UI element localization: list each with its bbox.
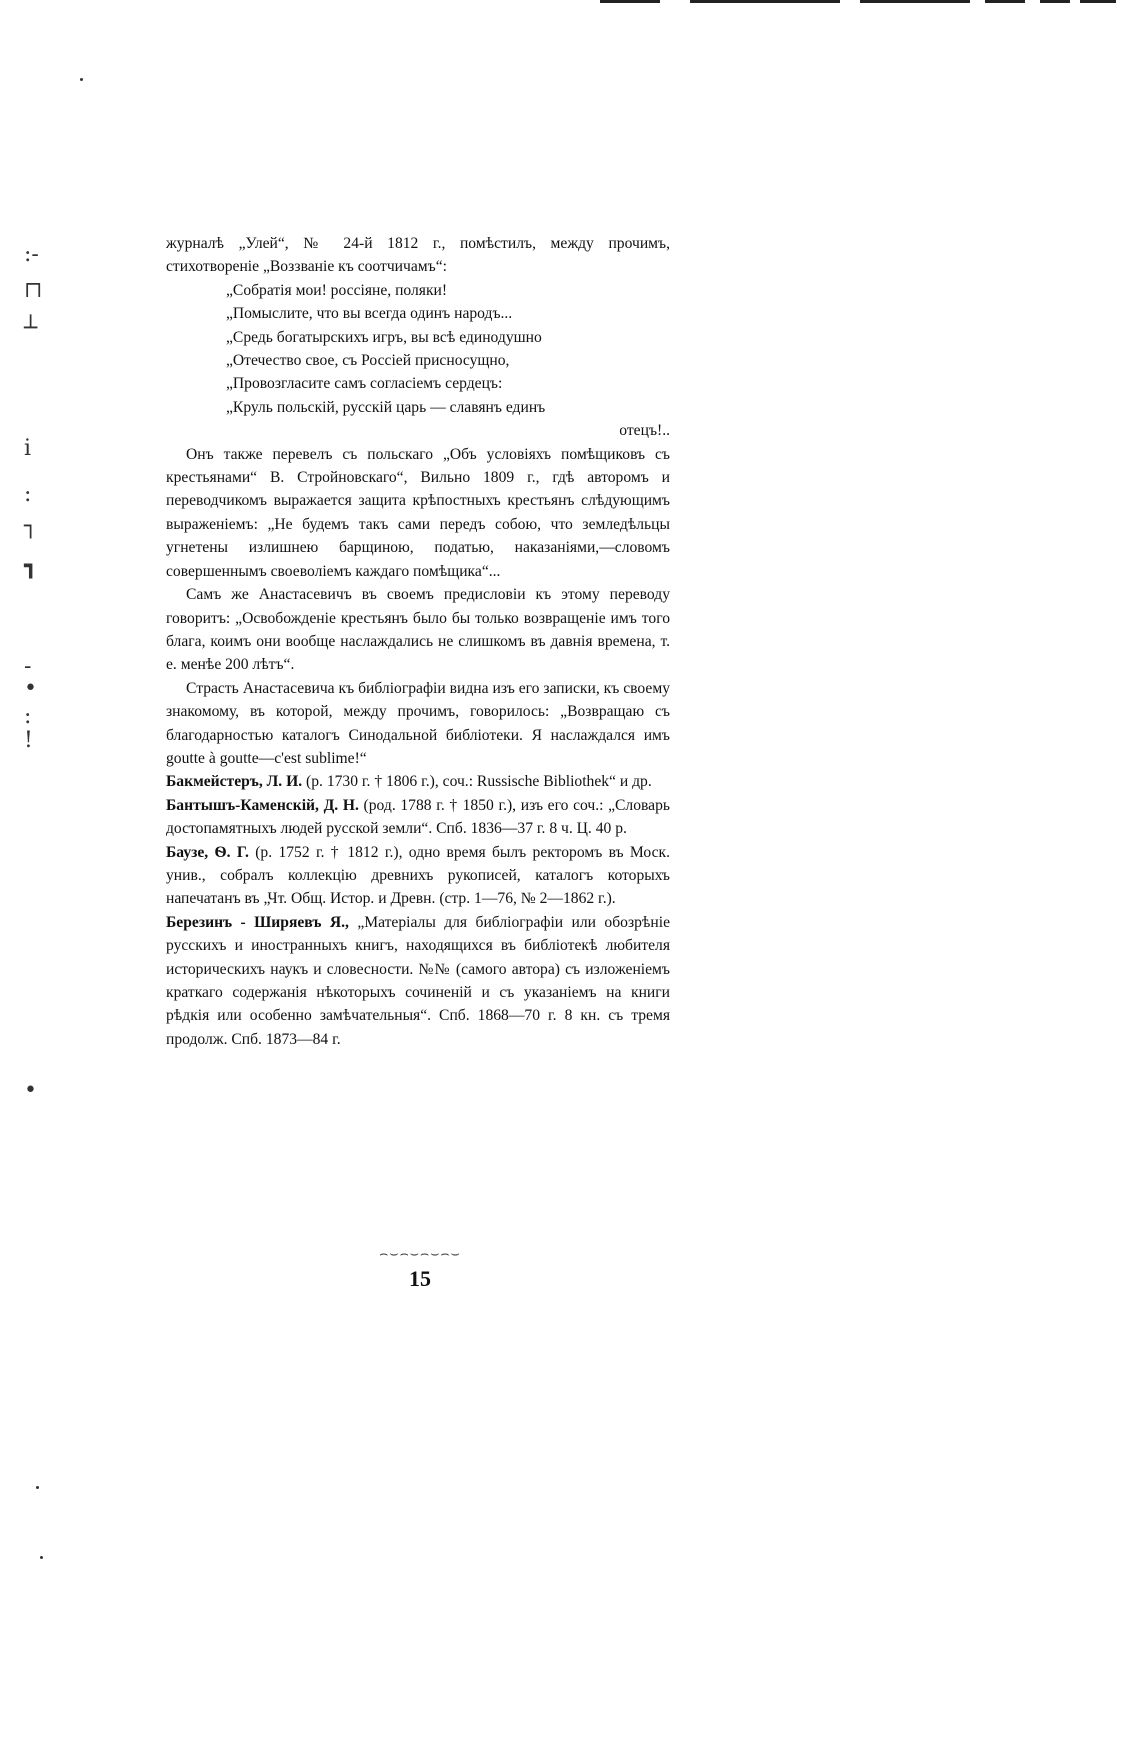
top-edge-scan-artifact (600, 0, 1120, 4)
scan-speck (80, 78, 83, 81)
poem-line: „Круль польскій, русскій царь — славянъ единъ (226, 398, 546, 416)
margin-mark: : (24, 704, 32, 729)
page-body (166, 232, 670, 1051)
poem-line: „Средь богатырскихъ игръ, вы всѣ единодушно (226, 328, 542, 346)
margin-mark: ┓ (24, 554, 38, 579)
paragraph: Самъ же Анастасевичъ въ своемъ предисловіи къ этому переводу говоритъ: „Освобожденіе крестьянъ было бы только возвращеніе имъ того блага, коимъ они вообще наслаждались не слишкомъ въ давнія времена, т. е. менѣе 200 лѣтъ“. (166, 586, 670, 674)
poem-line: „Помыслите, что вы всегда одинъ народъ... (226, 305, 513, 323)
entry-text: „Матеріалы для библіографіи или обозрѣніе русскихъ и иностранныхъ книгъ, находящихся въ библіотекѣ любителя историческихъ наукъ и словесности. №№ (самого автора) съ изложеніемъ краткаго содержанія нѣкоторыхъ сочиненій и съ указаніемъ на книги рѣдкія или особенно замѣчательныя“. Спб. 1868—70 г. 8 кн. съ тремя продолж. Спб. 1873—84 г. (166, 913, 670, 1048)
entry-text: (р. 1752 г. † 1812 г.), одно время былъ ректоромъ въ Моск. унив., собралъ коллекцію древнихъ рукописей, каталогъ которыхъ напечатанъ въ „Чт. Общ. Истор. и Древн. (стр. 1—76, № 2—1862 г.). (166, 843, 670, 908)
poem-line: „Собратія мои! россіяне, поляки! (226, 281, 448, 299)
margin-mark: • (24, 676, 37, 701)
paragraph: журналѣ „Улей“, № 24-й 1812 г., помѣстилъ, между прочимъ, стихотвореніе „Воззваніе къ соотчичамъ“: (166, 235, 670, 276)
ornament-divider: ⌢⌣⌢⌣⌢⌣⌢⌣ (379, 1247, 461, 1262)
bibliography-entry (166, 770, 670, 793)
entry-text: (род. 1788 г. † 1850 г.), изъ его соч.: „Словарь достопамятныхъ людей русской земли“. Спб. 1836—37 г. 8 ч. Ц. 40 р. (166, 796, 670, 838)
paragraph: Страсть Анастасевича къ библіографіи видна изъ его записки, къ своему знакомому, въ которой, между прочимъ, говорилось: „Возвращаю съ благодарностью каталогъ Синодальной библіотеки. Я наслаждался имъ goutte à goutte—c'est sublime!“ (166, 679, 670, 767)
poem-line-end: отецъ!.. (619, 422, 670, 440)
entry-name: Бантышъ-Каменскій, Д. Н. (166, 796, 359, 814)
bibliography-entry (166, 841, 670, 911)
poem-line: „Провозгласите самъ согласіемъ сердецъ: (226, 375, 503, 393)
entry-name: Бакмейстеръ, Л. И. (166, 773, 303, 791)
paragraph: Онъ также перевелъ съ польскаго „Объ условіяхъ помѣщиковъ съ крестьянами“ В. Стройновскаго“, Вильно 1809 г., гдѣ авторомъ и переводчикомъ выражается защита крѣпостныхъ крестьянъ слѣдующимъ выраженіемъ: „Не будемъ такъ сами передъ собою, что земледѣльцы угнетены излишнею барщиною, податью, наказаніями,—словомъ совершеннымъ своеволіемъ каждаго помѣщика“... (166, 445, 670, 580)
poem (166, 279, 670, 443)
scan-speck (36, 1486, 39, 1489)
margin-mark: : (24, 482, 32, 507)
bibliography-entry (166, 794, 670, 841)
margin-mark: ! (24, 728, 33, 753)
scan-speck (40, 1556, 43, 1559)
margin-mark: :- (24, 242, 39, 267)
margin-mark: i (24, 436, 32, 461)
margin-mark: ┐ (24, 514, 38, 539)
poem-line: „Отечество свое, съ Россіей присносущно, (226, 352, 510, 370)
page-number: 15 (409, 1266, 431, 1291)
entry-text: (р. 1730 г. † 1806 г.), соч.: Russische Bibliothek“ и др. (302, 773, 652, 791)
page-footer (360, 1248, 480, 1292)
margin-mark: ┴ (24, 316, 38, 341)
margin-mark: - (24, 654, 32, 679)
entry-name: Баузе, Ѳ. Г. (166, 843, 249, 861)
entry-name: Березинъ - Ширяевъ Я., (166, 913, 349, 931)
bibliography-entry (166, 911, 670, 1051)
margin-mark: • (24, 1078, 37, 1103)
margin-mark: ⊓ (24, 278, 43, 303)
